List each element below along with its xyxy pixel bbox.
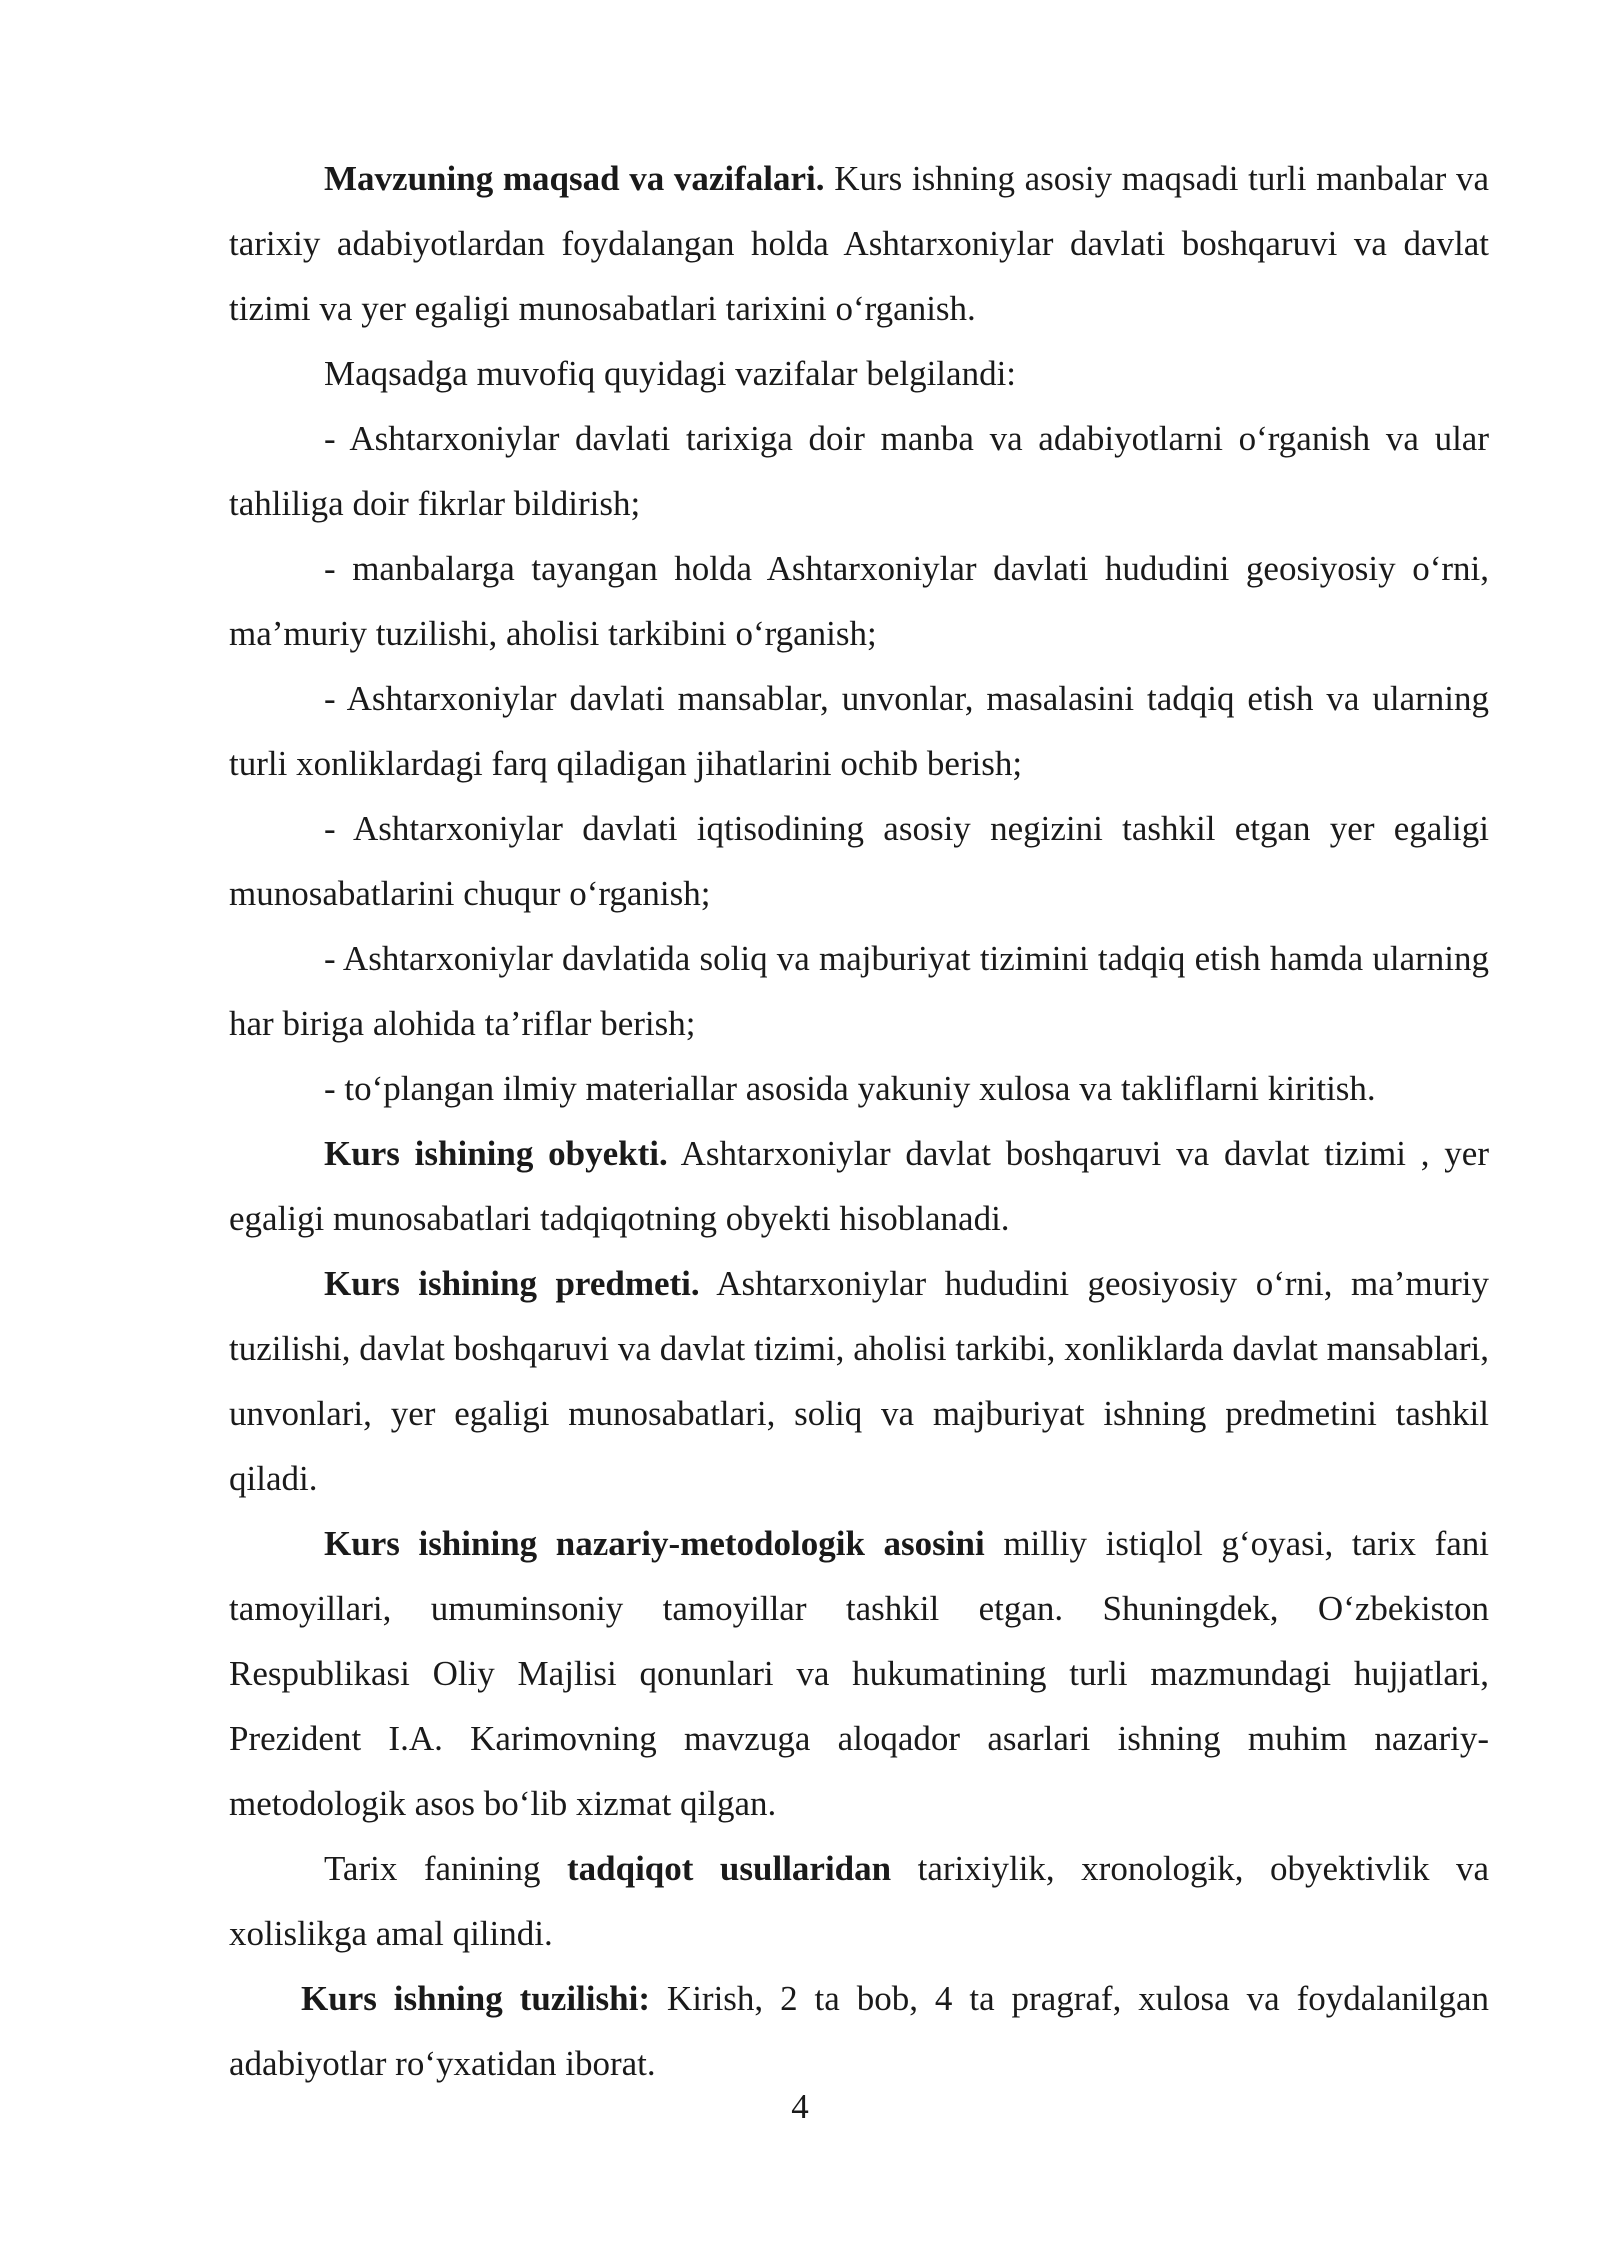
heading-object: Kurs ishining obyekti. — [324, 1134, 668, 1173]
paragraph-goals — [229, 146, 1489, 341]
structure-text: Kirish, 2 ta bob, 4 ta pragraf, xulosa va foydalanilgan adabiyotlar ro‘yxatidan iborat. — [229, 1979, 1489, 2083]
heading-subject: Kurs ishining predmeti. — [324, 1264, 700, 1303]
page-number: 4 — [791, 2087, 809, 2126]
paragraph-theory — [229, 1511, 1489, 1836]
task-item: - Ashtarxoniylar davlatida soliq va majburiyat tizimini tadqiq etish hamda ularning har biriga alohida ta’riflar berish; — [229, 939, 1489, 1043]
task-item: - manbalarga tayangan holda Ashtarxoniylar davlati hududini geosiyosiy o‘rni, ma’muriy tuzilishi, aholisi tarkibini o‘rganish; — [229, 549, 1489, 653]
methods-text-before: Tarix fanining — [324, 1849, 567, 1888]
paragraph-structure — [229, 1966, 1489, 2096]
body-text — [229, 146, 1489, 2096]
heading-methods: tadqiqot usullaridan — [566, 1849, 892, 1888]
task-item: - Ashtarxoniylar davlati mansablar, unvonlar, masalasini tadqiq etish va ularning turli xonliklardagi farq qiladigan jihatlarini ochib berish; — [229, 679, 1489, 783]
paragraph-object — [229, 1121, 1489, 1251]
subject-text: Ashtarxoniylar hududini geosiyosiy o‘rni, ma’muriy tuzilishi, davlat boshqaruvi va davlat tizimi, aholisi tarkibi, xonliklarda davlat mansablari, unvonlari, yer egaligi munosabatlari, soliq va majburiyat ishning predmetini tashkil qiladi. — [229, 1264, 1489, 1498]
heading-goals: Mavzuning maqsad va vazifalari. — [324, 159, 825, 198]
paragraph-methods — [229, 1836, 1489, 1966]
goals-text: Kurs ishning asosiy maqsadi turli manbalar va tarixiy adabiyotlardan foydalangan holda Ashtarxoniylar davlati boshqaruvi va davlat tizimi va yer egaligi munosabatlari tarixini o‘rganish. — [229, 159, 1489, 328]
heading-theory: Kurs ishining nazariy-metodologik asosini — [324, 1524, 985, 1563]
theory-text: milliy istiqlol g‘oyasi, tarix fani tamoyillari, umuminsoniy tamoyillar tashkil etgan. Shuningdek, O‘zbekiston Respublikasi Oliy Majlisi qonunlari va hukumatining turli mazmundagi hujjatlari, Prezident I.A. Karimovning mavzuga aloqador asarlari ishning muhim nazariy-metodologik asos bo‘lib xizmat qilgan. — [229, 1524, 1490, 1823]
task-item: - Ashtarxoniylar davlati tarixiga doir manba va adabiyotlarni o‘rganish va ular tahliliga doir fikrlar bildirish; — [229, 419, 1489, 523]
task-item: - to‘plangan ilmiy materiallar asosida yakuniy xulosa va takliflarni kiritish. — [324, 1069, 1376, 1108]
paragraph-tasks-intro: Maqsadga muvofiq quyidagi vazifalar belgilandi: — [324, 354, 1017, 393]
methods-text-after: tarixiylik, xronologik, obyektivlik va xolislikga amal qilindi. — [229, 1849, 1489, 1953]
object-text: Ashtarxoniylar davlat boshqaruvi va davlat tizimi , yer egaligi munosabatlari tadqiqotning obyekti hisoblanadi. — [229, 1134, 1489, 1238]
task-item: - Ashtarxoniylar davlati iqtisodining asosiy negizini tashkil etgan yer egaligi munosabatlarini chuqur o‘rganish; — [229, 809, 1489, 913]
heading-structure: Kurs ishning tuzilishi: — [301, 1979, 650, 2018]
paragraph-subject — [229, 1251, 1489, 1511]
